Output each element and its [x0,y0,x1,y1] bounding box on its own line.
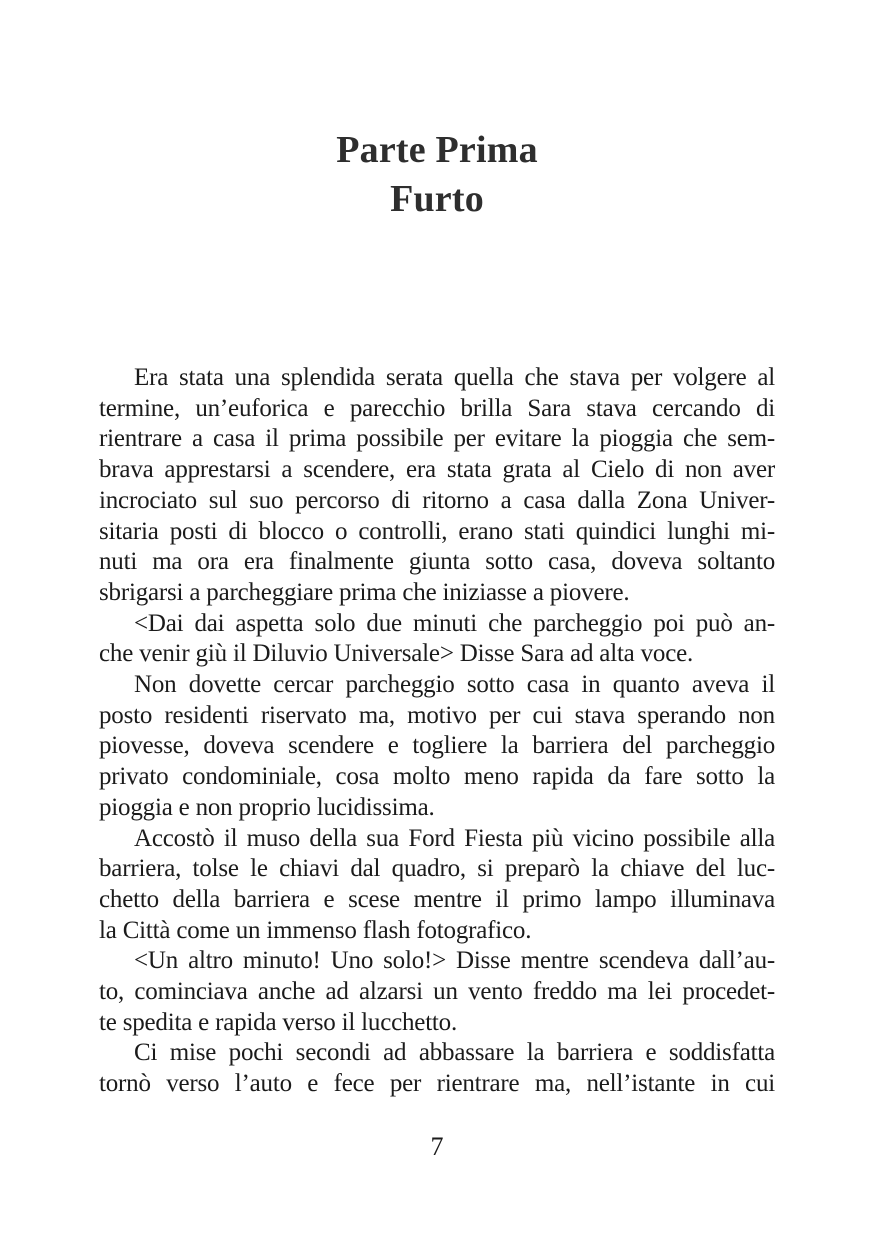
text-line: pioggia e non proprio lucidissima. [99,793,435,821]
text-line: nuti ma ora era finalmente giunta sotto casa, doveva soltanto [99,548,775,576]
text-line: la Città come un immenso flash fotografico. [99,916,532,944]
text-line: <Un altro minuto! Uno solo!> Disse mentre scendeva dall’au- [134,947,775,975]
text-line: posto residenti riservato ma, motivo per cui stava sperando non [99,701,775,729]
paragraph [99,946,775,1038]
chapter-title-part: Parte Prima [336,129,538,171]
chapter-title [0,126,874,224]
text-line: Era stata una splendida serata quella che stava per volgere al [134,364,775,391]
chapter-title-name: Furto [390,178,484,220]
text-line: piovesse, doveva scendere e togliere la barriera del parcheggio [99,732,775,760]
text-line: incrociato sul suo percorso di ritorno a casa dalla Zona Univer- [99,486,775,514]
text-line: privato condominiale, cosa molto meno rapida da fare sotto la [99,763,775,791]
text-line: tornò verso l’auto e fece per rientrare ma, nell’istante in cui [99,1070,775,1098]
text-line: chetto della barriera e scese mentre il primo lampo illuminava [99,885,775,913]
text-line: Ci mise pochi secondi ad abbassare la barriera e soddisfatta [134,1039,775,1067]
page-footer [0,1131,874,1163]
text-line: che venir giù il Diluvio Universale> Disse Sara ad alta voce. [99,640,694,668]
text-line: Non dovette cercar parcheggio sotto casa in quanto aveva il [134,671,775,699]
body-text [99,363,775,1100]
text-line: barriera, tolse le chiavi dal quadro, si preparò la chiave del luc- [99,855,775,883]
text-line: sitaria posti di blocco o controlli, erano stati quindici lunghi mi- [99,517,775,545]
paragraph [99,824,775,947]
text-line: to, cominciava anche ad alzarsi un vento freddo ma lei procedet- [99,978,775,1006]
paragraph [99,670,775,824]
text-line: te spedita e rapida verso il lucchetto. [99,1008,458,1036]
paragraph [99,1038,775,1099]
text-line: <Dai dai aspetta solo due minuti che parcheggio poi può an- [134,609,775,637]
page-number: 7 [430,1132,444,1161]
text-line: termine, un’euforica e parecchio brilla Sara stava cercando di [99,394,775,422]
text-line: brava apprestarsi a scendere, era stata grata al Cielo di non aver [99,456,775,484]
text-line: sbrigarsi a parcheggiare prima che iniziasse a piovere. [99,578,630,606]
paragraph [99,609,775,670]
text-line: rientrare a casa il prima possibile per evitare la pioggia che sem- [99,425,775,453]
paragraph [99,363,775,609]
text-line: Accostò il muso della sua Ford Fiesta più vicino possibile alla [134,824,775,852]
